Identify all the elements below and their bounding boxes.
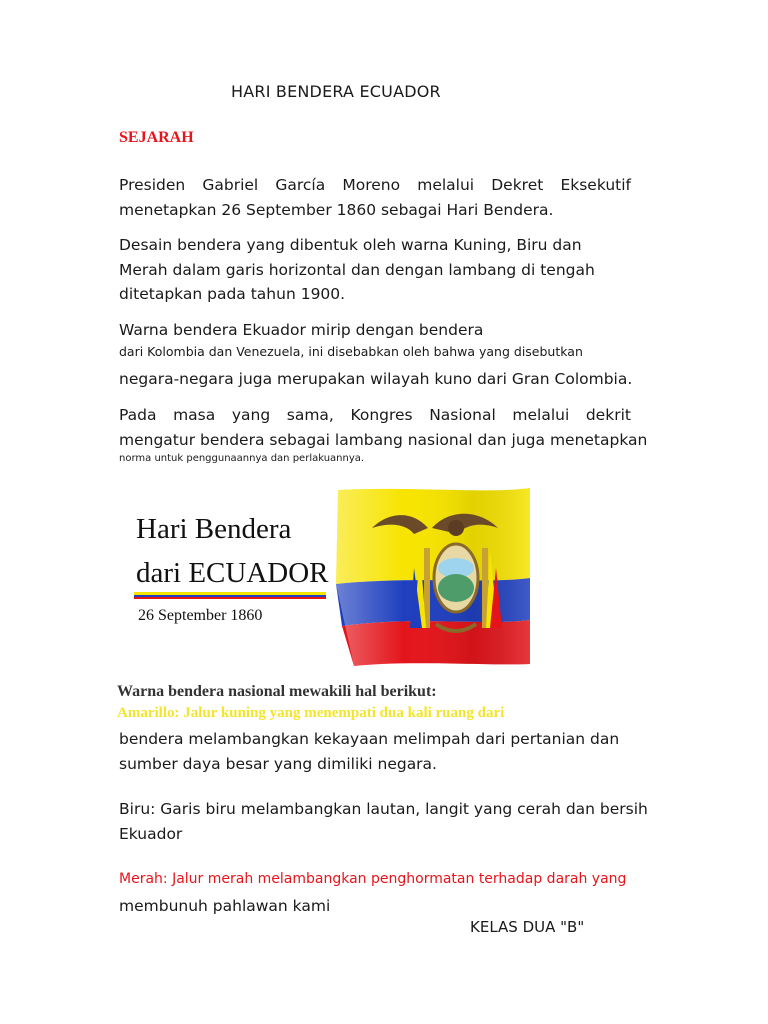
paragraph-3: Warna bendera Ekuador mirip dengan bendera: [119, 321, 484, 339]
amarillo-line: Amarillo: Jalur kuning yang menempati dua kali ruang dari: [117, 705, 505, 721]
paragraph-1: [119, 173, 631, 222]
banner-title-line-2: dari ECUADOR: [136, 557, 329, 589]
section-heading: SEJARAH: [119, 129, 194, 146]
merah-line: Merah: Jalur merah melambangkan penghormatan terhadap darah yang: [119, 871, 627, 887]
flag-day-banner: [110, 488, 610, 666]
class-label: KELAS DUA "B": [470, 918, 585, 936]
flag-banner-graphic: [110, 488, 610, 666]
banner-title-line-1: Hari Bendera: [136, 513, 292, 545]
paragraph-4: [119, 403, 647, 452]
paragraph-2: Desain bendera yang dibentuk oleh warna Kuning, Biru dan Merah dalam garis horizontal dan dengan lambang di tengah ditetapkan pada tahun 1900.: [119, 236, 595, 303]
banner-stripes: [134, 592, 326, 599]
paragraph-1-line-1: Presiden Gabriel García Moreno melalui Dekret Eksekutif: [119, 176, 631, 194]
banner-date: 26 September 1860: [138, 607, 263, 624]
paragraph-4-line-1: Pada masa yang sama, Kongres Nasional melalui dekrit: [119, 406, 631, 424]
colors-heading: Warna bendera nasional mewakili hal berikut:: [117, 683, 437, 700]
paragraph-4-line-3: norma untuk penggunaannya dan perlakuannya.: [119, 453, 365, 464]
paragraph-1-line-2: menetapkan 26 September 1860 sebagai Hari Bendera.: [119, 200, 554, 219]
document-title: HARI BENDERA ECUADOR: [231, 82, 441, 101]
amarillo-description: bendera melambangkan kekayaan melimpah dari pertanian dan sumber daya besar yang dimiliki negara.: [119, 730, 620, 773]
paragraph-4-line-2: mengatur bendera sebagai lambang nasional dan juga menetapkan: [119, 430, 648, 449]
paragraph-3-line-2: dari Kolombia dan Venezuela, ini disebabkan oleh bahwa yang disebutkan: [119, 344, 583, 359]
biru-description: Biru: Garis biru melambangkan lautan, langit yang cerah dan bersih Ekuador: [119, 800, 648, 843]
merah-description: membunuh pahlawan kami: [119, 897, 331, 915]
paragraph-3-line-3: negara-negara juga merupakan wilayah kuno dari Gran Colombia.: [119, 370, 633, 388]
